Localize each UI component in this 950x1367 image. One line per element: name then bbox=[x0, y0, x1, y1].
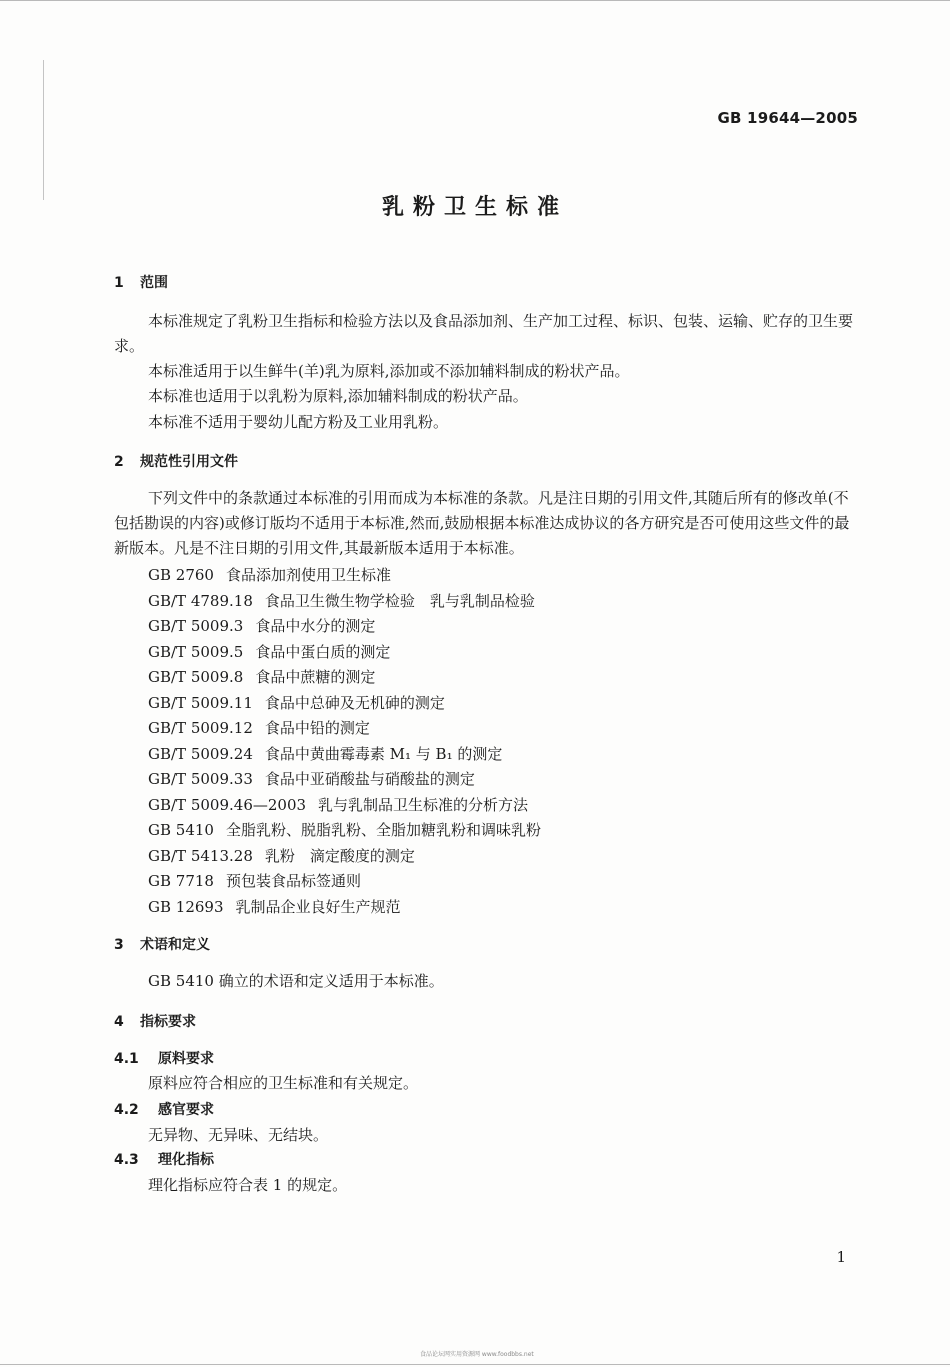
reference-item: GB/T 5413.28 乳粉 滴定酸度的测定 bbox=[148, 847, 415, 865]
section-4-heading: 4 指标要求 bbox=[114, 1014, 196, 1030]
section-1-heading: 1 范围 bbox=[114, 275, 168, 291]
reference-item: GB/T 5009.24 食品中黄曲霉毒素 M₁ 与 B₁ 的测定 bbox=[148, 745, 503, 763]
subsection-4-3-text: 理化指标应符合表 1 的规定。 bbox=[148, 1176, 348, 1194]
section-2-intro: 下列文件中的条款通过本标准的引用而成为本标准的条款。凡是注日期的引用文件,其随后所有的修改单(不包括勘误的内容)或修订版均不适用于本标准,然而,鼓励根据本标准达成协议的各方研究是否可使用这些文件的最新版本。凡是不注日期的引用文件,其最新版本适用于本标准。 bbox=[114, 489, 850, 557]
section-1-paragraph: 本标准不适用于婴幼儿配方粉及工业用乳粉。 bbox=[148, 413, 449, 431]
standard-number: GB 19644—2005 bbox=[717, 109, 858, 127]
subsection-4-1-heading: 4.1 原料要求 bbox=[114, 1051, 214, 1067]
section-1-paragraph: 本标准也适用于以乳粉为原料,添加辅料制成的粉状产品。 bbox=[148, 387, 528, 405]
reference-item: GB 12693 乳制品企业良好生产规范 bbox=[148, 898, 401, 916]
section-3-text: GB 5410 确立的术语和定义适用于本标准。 bbox=[148, 972, 444, 990]
section-1-paragraph: 本标准规定了乳粉卫生指标和检验方法以及食品添加剂、生产加工过程、标识、包装、运输、贮存的卫生要求。 bbox=[114, 312, 854, 355]
scan-edge-bottom bbox=[0, 1364, 950, 1365]
section-3-heading: 3 术语和定义 bbox=[114, 937, 210, 953]
subsection-4-3-heading: 4.3 理化指标 bbox=[114, 1152, 214, 1168]
page-number: 1 bbox=[836, 1248, 846, 1266]
reference-item: GB 2760 食品添加剂使用卫生标准 bbox=[148, 566, 391, 584]
document-title: 乳粉卫生标准 bbox=[381, 195, 568, 220]
reference-item: GB/T 5009.33 食品中亚硝酸盐与硝酸盐的测定 bbox=[148, 770, 475, 788]
section-2-heading: 2 规范性引用文件 bbox=[114, 454, 238, 470]
reference-item: GB/T 5009.3 食品中水分的测定 bbox=[148, 617, 376, 635]
reference-item: GB/T 5009.46—2003 乳与乳制品卫生标准的分析方法 bbox=[148, 796, 529, 814]
reference-item: GB 5410 全脂乳粉、脱脂乳粉、全脂加糖乳粉和调味乳粉 bbox=[148, 821, 541, 839]
reference-item: GB/T 5009.11 食品中总砷及无机砷的测定 bbox=[148, 694, 445, 712]
section-1-paragraph: 本标准适用于以生鲜牛(羊)乳为原料,添加或不添加辅料制成的粉状产品。 bbox=[148, 362, 630, 380]
footer-watermark-text: 食品论坛网实用资源网 www.foodbbs.net bbox=[420, 1351, 534, 1358]
reference-item: GB 7718 预包装食品标签通则 bbox=[148, 872, 361, 890]
reference-item: GB/T 5009.8 食品中蔗糖的测定 bbox=[148, 668, 376, 686]
subsection-4-2-text: 无异物、无异味、无结块。 bbox=[148, 1126, 329, 1144]
subsection-4-1-text: 原料应符合相应的卫生标准和有关规定。 bbox=[148, 1074, 419, 1092]
scan-margin-line bbox=[43, 60, 44, 200]
reference-item: GB/T 5009.12 食品中铅的测定 bbox=[148, 719, 370, 737]
reference-item: GB/T 5009.5 食品中蛋白质的测定 bbox=[148, 643, 391, 661]
subsection-4-2-heading: 4.2 感官要求 bbox=[114, 1102, 214, 1118]
reference-item: GB/T 4789.18 食品卫生微生物学检验 乳与乳制品检验 bbox=[148, 592, 535, 610]
scan-edge-top bbox=[0, 0, 950, 1]
